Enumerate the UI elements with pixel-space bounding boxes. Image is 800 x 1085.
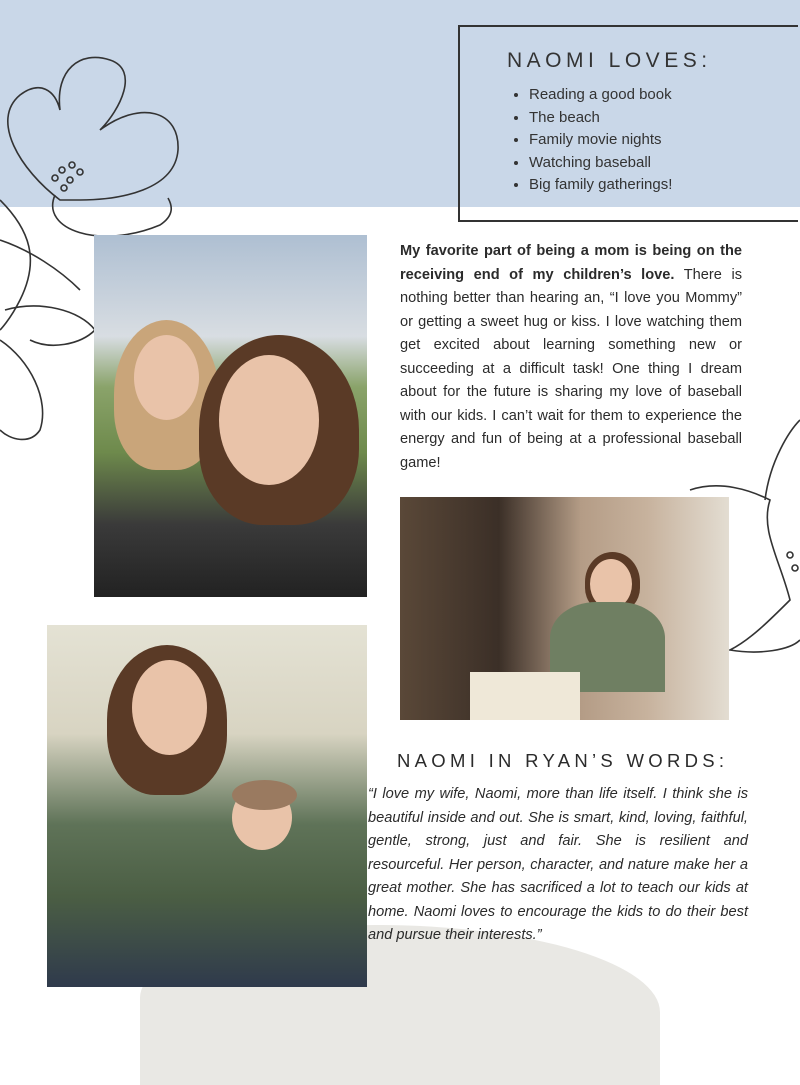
list-item: • Family movie nights [529, 129, 672, 152]
photo-with-baby [47, 625, 367, 987]
naomi-loves-box [458, 25, 798, 222]
list-item: • Watching baseball [529, 152, 672, 175]
ryan-words-heading: NAOMI IN RYAN’S WORDS: [397, 750, 729, 771]
list-item: • The beach [529, 107, 672, 130]
loves-heading: NAOMI LOVES: [507, 49, 712, 72]
loves-list [507, 84, 672, 197]
photo-selfie-with-daughter [94, 235, 367, 597]
list-item: • Reading a good book [529, 84, 672, 107]
story-lead: My favorite part of being a mom is being on the receiving end of my children’s love. [400, 243, 742, 283]
story-body: There is nothing better than hearing an, “I love you Mommy” or getting a sweet hug or kiss. I love watching them get excited about learning something new or succeeding at a difficult task! One thing I dream about for the future is sharing my love of baseball with our kids. I can’t wait for them to experience the energy and fun of being at a professional baseball game! [400, 266, 742, 471]
list-item: • Big family gatherings! [529, 174, 672, 197]
ryan-quote: “I love my wife, Naomi, more than life itself. I think she is beautiful inside and out. She is smart, kind, loving, faithful, gentle, strong, just and fair. She is resilient and resourceful. Her person, character, and nature make her a great mother. She has sacrificed a lot to teach our kids at home. Naomi loves to encourage the kids to do their best and pursue their interests.” [368, 786, 748, 943]
photo-reading-on-couch [400, 497, 729, 720]
mom-story-paragraph [400, 240, 742, 475]
